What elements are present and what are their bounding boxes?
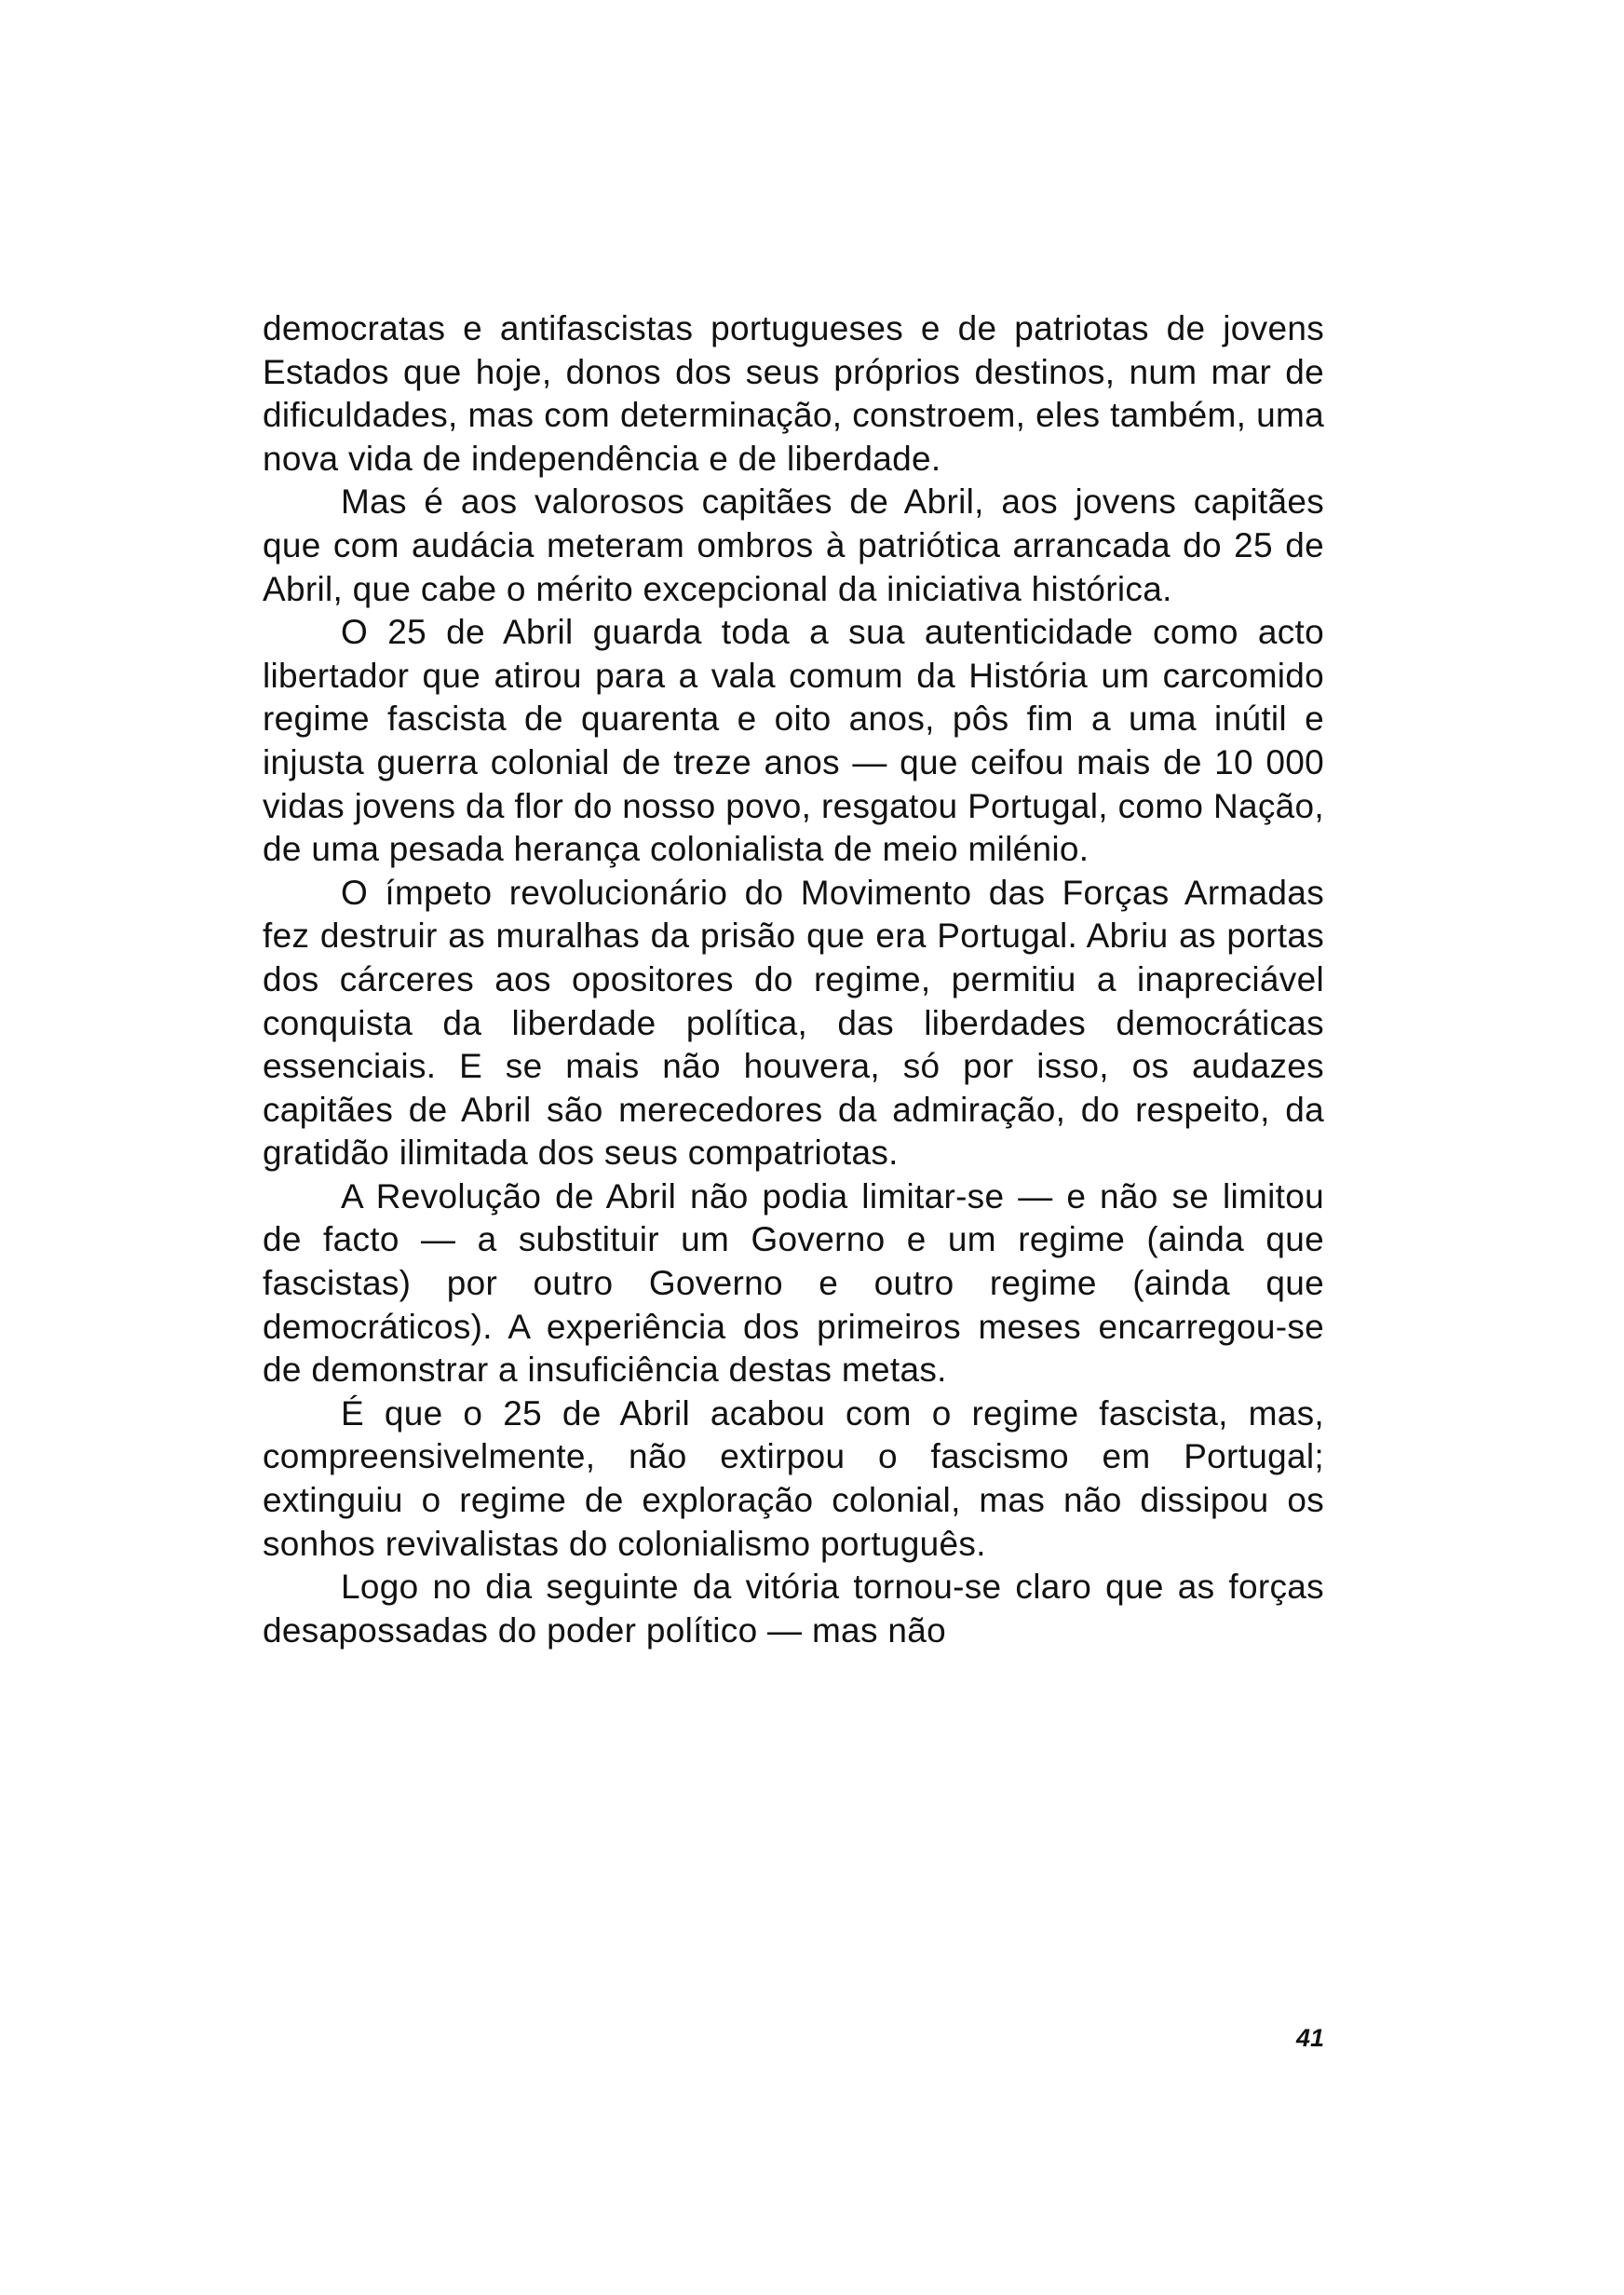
paragraph-dia-seguinte: Logo no dia seguinte da vitória tornou-se claro que as forças desapossadas do poder político — mas não: [263, 1568, 1324, 1650]
paragraph-25-de-abril: O 25 de Abril guarda toda a sua autenticidade como acto libertador que atirou para a vala comum da História um carcomido regime fascista de quarenta e oito anos, pôs fim a uma inútil e injusta guerra colonial de treze anos — que ceifou mais de 10 000 vidas jovens da flor do nosso povo, resgatou Portugal, como Nação, de uma pesada herança colonialista de meio milénio.: [263, 613, 1324, 869]
paragraph-capitaes-de-abril: Mas é aos valorosos capitães de Abril, aos jovens capitães que com audácia meteram ombros à patriótica arrancada do 25 de Abril, que cabe o mérito excepcional da iniciativa histórica.: [263, 482, 1324, 608]
body-text: [263, 307, 1324, 1652]
paragraph-revolucao-de-abril: A Revolução de Abril não podia limitar-se — e não se limitou de facto — a substituir um Governo e um regime (ainda que fascistas) por outro Governo e outro regime (ainda que democráticos). A experiência dos primeiros meses encarregou-se de demonstrar a insuficiência destas metas.: [263, 1176, 1324, 1390]
page-number: 41: [1295, 2024, 1324, 2052]
paragraph-continuation: democratas e antifascistas portugueses e de patriotas de jovens Estados que hoje, donos dos seus próprios destinos, num mar de dificuldades, mas com determinação, constroem, eles também, uma nova vida de independência e de liberdade.: [263, 309, 1324, 478]
paragraph-impeto-revolucionario: O ímpeto revolucionário do Movimento das Forças Armadas fez destruir as muralhas da prisão que era Portugal. Abriu as portas dos cárceres aos opositores do regime, permitiu a inapreciável conquista da liberdade política, das liberdades democráticas essenciais. E se mais não houvera, só por isso, os audazes capitães de Abril são merecedores da admiração, do respeito, da gratidão ilimitada dos seus compatriotas.: [263, 873, 1324, 1173]
paragraph-regime-fascista: É que o 25 de Abril acabou com o regime fascista, mas, compreensivelmente, não extirpou o fascismo em Portugal; extinguiu o regime de exploração colonial, mas não dissipou os sonhos revivalistas do colonialismo português.: [263, 1393, 1324, 1563]
